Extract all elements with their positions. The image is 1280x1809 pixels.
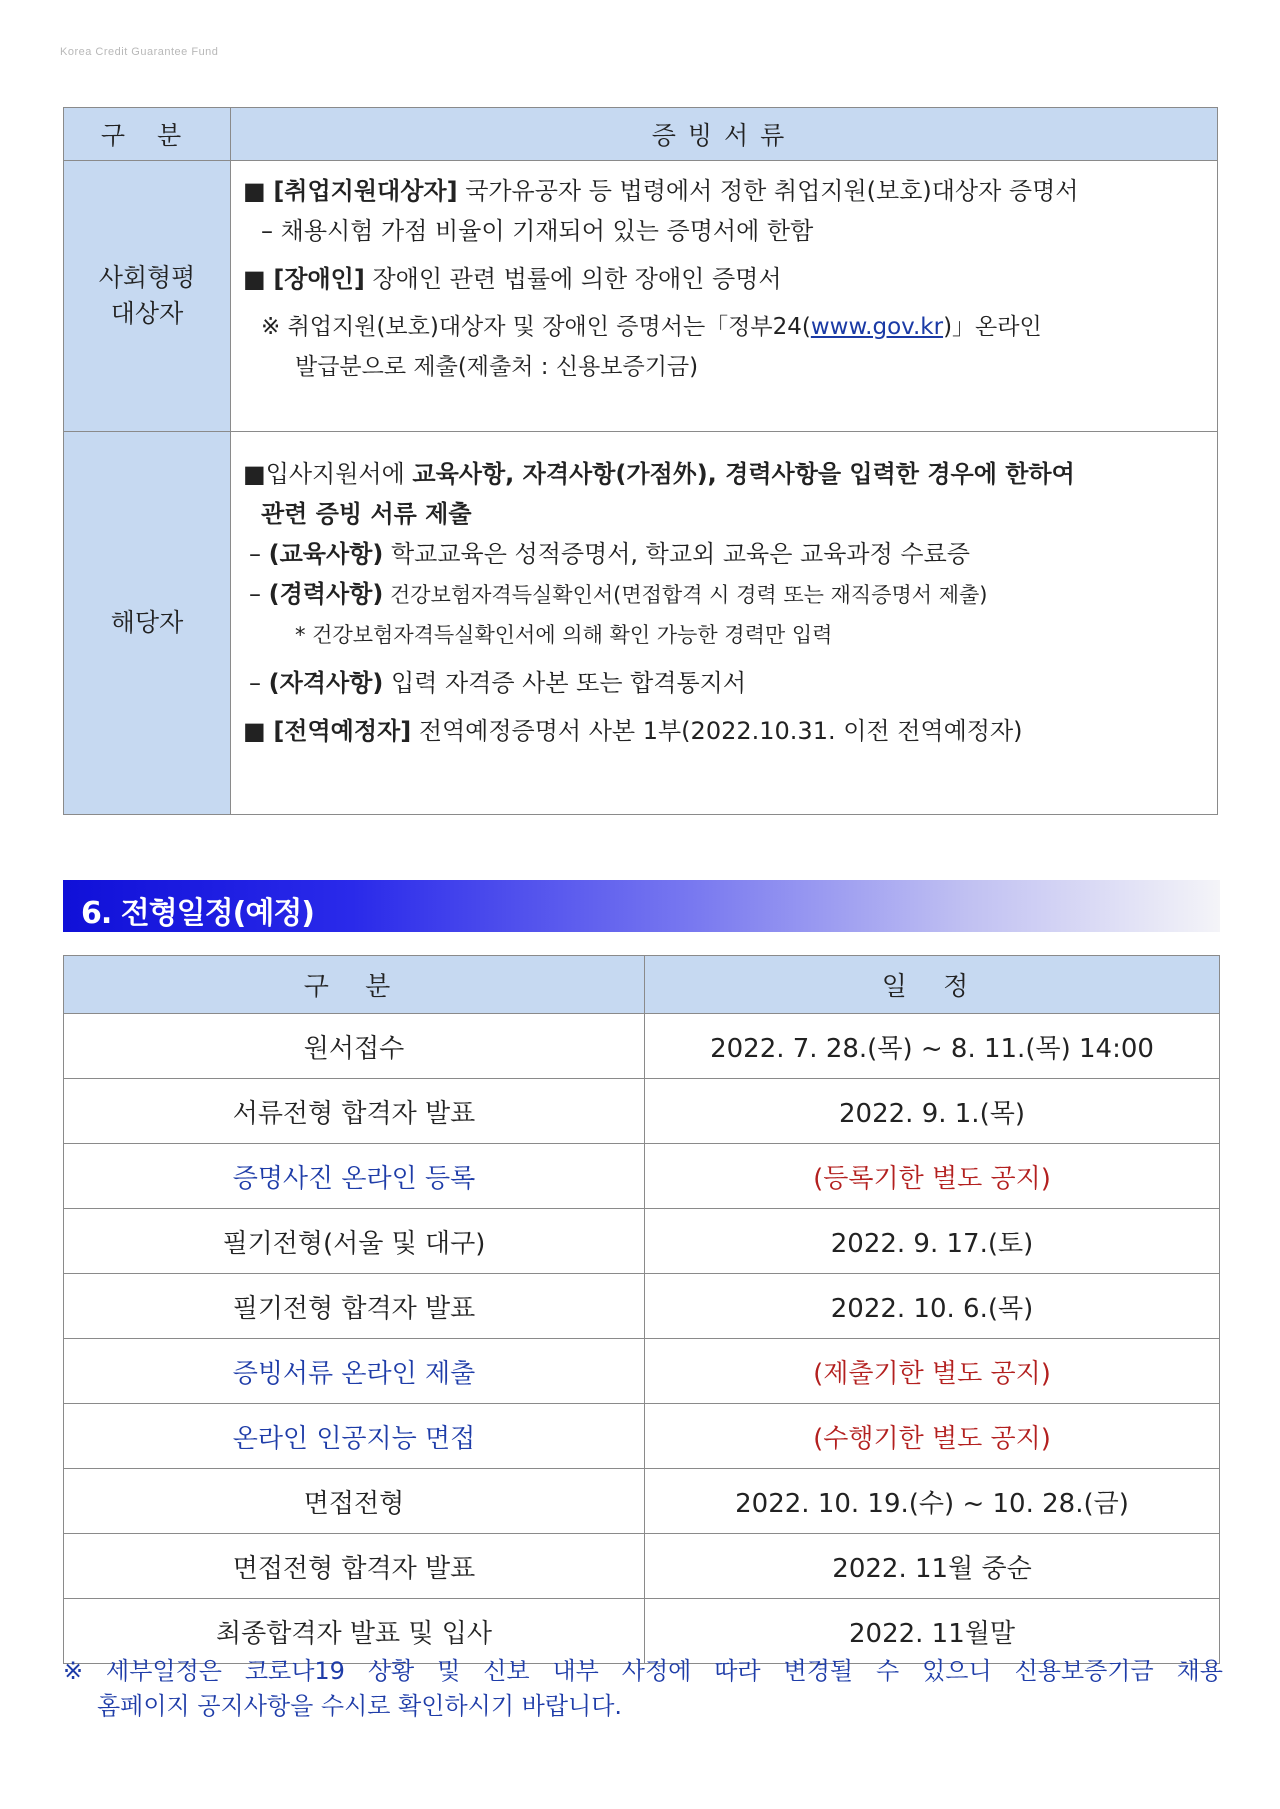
documents-row-social-equity <box>64 161 1218 432</box>
schedule-item: 증명사진 온라인 등록 <box>64 1144 645 1209</box>
doc-label: 관련 증빙 서류 제출 <box>261 500 472 528</box>
schedule-date: 2022. 10. 19.(수) ~ 10. 28.(금) <box>645 1469 1220 1534</box>
category-line: 사회형평 <box>98 263 196 292</box>
doc-label: 교육사항, 자격사항(가점外), 경력사항을 입력한 경우에 한하여 <box>412 460 1075 488</box>
schedule-footnote <box>63 1654 1223 1724</box>
schedule-row <box>64 1209 1220 1274</box>
schedule-row <box>64 1469 1220 1534</box>
doc-text: 입력 자격증 사본 또는 합격통지서 <box>383 669 747 697</box>
doc-line <box>243 534 1211 574</box>
footnote-word: 사정에 <box>621 1657 692 1685</box>
dash: – <box>249 540 261 568</box>
footnote-word: 신용보증기금 <box>1014 1657 1154 1685</box>
bullet: ■ <box>243 717 266 745</box>
schedule-header-row <box>64 956 1220 1014</box>
schedule-item: 필기전형(서울 및 대구) <box>64 1209 645 1274</box>
schedule-row <box>64 1534 1220 1599</box>
category-applicable <box>64 432 231 815</box>
category-line: 해당자 <box>110 608 184 637</box>
doc-line <box>243 259 1211 299</box>
doc-text: ※ 취업지원(보호)대상자 및 장애인 증명서는「정부24( <box>261 314 811 340</box>
schedule-row <box>64 1014 1220 1079</box>
footnote-line-1 <box>63 1654 1223 1689</box>
doc-text: 장애인 관련 법률에 의한 장애인 증명서 <box>364 265 782 293</box>
doc-line: – 채용시험 가점 비율이 기재되어 있는 증명서에 한함 <box>261 217 814 245</box>
doc-line <box>243 454 1211 494</box>
documents-col-category: 구 분 <box>64 108 231 161</box>
documents-header-row <box>64 108 1218 161</box>
doc-text: 건강보험자격득실확인서(면접합격 시 경력 또는 재직증명서 제출) <box>383 583 988 607</box>
schedule-col-category: 구 분 <box>64 956 645 1014</box>
schedule-date: 2022. 11월말 <box>645 1599 1220 1664</box>
footnote-word: 따라 <box>714 1657 761 1685</box>
schedule-date: (제출기한 별도 공지) <box>645 1339 1220 1404</box>
schedule-row <box>64 1144 1220 1209</box>
doc-label: [장애인] <box>273 265 365 293</box>
doc-text: 입사지원서에 <box>265 460 413 488</box>
footnote-word: 변경될 <box>783 1657 854 1685</box>
documents-table <box>63 107 1218 815</box>
doc-label: (경력사항) <box>268 580 384 608</box>
header-note: Korea Credit Guarantee Fund <box>60 46 219 58</box>
schedule-table <box>63 955 1220 1664</box>
schedule-row <box>64 1274 1220 1339</box>
dash: – <box>249 580 261 608</box>
schedule-row <box>64 1079 1220 1144</box>
doc-text: 전역예정증명서 사본 1부(2022.10.31. 이전 전역예정자) <box>411 717 1023 745</box>
category-line: 대상자 <box>110 299 184 328</box>
schedule-date: 2022. 9. 1.(목) <box>645 1079 1220 1144</box>
footnote-word: 코로나19 <box>244 1657 345 1685</box>
doc-text: )」온라인 <box>943 314 1042 340</box>
category-social-equity <box>64 161 231 432</box>
doc-line <box>243 494 1211 534</box>
footnote-word: 상황 <box>367 1657 415 1685</box>
footnote-line-2: 홈페이지 공지사항을 수시로 확인하시기 바랍니다. <box>97 1692 623 1720</box>
doc-text: 국가유공자 등 법령에서 정한 취업지원(보호)대상자 증명서 <box>457 177 1079 205</box>
bullet: ■ <box>243 265 266 293</box>
footnote-word: 세부일정은 <box>106 1657 222 1685</box>
doc-label: (자격사항) <box>268 669 384 697</box>
section-banner <box>63 880 1220 932</box>
doc-line <box>243 307 1211 347</box>
doc-line <box>243 574 1211 615</box>
dash: – <box>249 669 261 697</box>
documents-col-docs: 증빙서류 <box>231 108 1218 161</box>
schedule-item: 원서접수 <box>64 1014 645 1079</box>
doc-text: 학교교육은 성적증명서, 학교외 교육은 교육과정 수료증 <box>383 540 970 568</box>
schedule-item: 면접전형 합격자 발표 <box>64 1534 645 1599</box>
schedule-date: 2022. 7. 28.(목) ~ 8. 11.(목) 14:00 <box>645 1014 1220 1079</box>
footnote-word: 수 <box>876 1657 900 1685</box>
doc-line <box>243 663 1211 703</box>
schedule-item: 증빙서류 온라인 제출 <box>64 1339 645 1404</box>
doc-label: [전역예정자] <box>273 717 412 745</box>
documents-row-applicable <box>64 432 1218 815</box>
footnote-word: ※ <box>63 1657 84 1685</box>
bullet: ■ <box>243 177 266 205</box>
schedule-date: (등록기한 별도 공지) <box>645 1144 1220 1209</box>
schedule-date: 2022. 9. 17.(토) <box>645 1209 1220 1274</box>
doc-line: 발급분으로 제출(제출처 : 신용보증기금) <box>295 354 699 380</box>
schedule-col-date: 일 정 <box>645 956 1220 1014</box>
footnote-word: 및 <box>437 1657 461 1685</box>
footnote-word: 있으니 <box>922 1657 992 1685</box>
doc-label: (교육사항) <box>268 540 384 568</box>
footnote-word: 신보 <box>483 1657 530 1685</box>
schedule-row <box>64 1404 1220 1469</box>
schedule-item: 서류전형 합격자 발표 <box>64 1079 645 1144</box>
gov24-link[interactable]: www.gov.kr <box>810 314 944 340</box>
schedule-item: 면접전형 <box>64 1469 645 1534</box>
bullet: ■ <box>243 460 266 488</box>
doc-line <box>243 711 1211 751</box>
docs-applicable <box>231 432 1218 815</box>
doc-line <box>243 171 1211 211</box>
footnote-word: 내부 <box>552 1657 599 1685</box>
doc-label: [취업지원대상자] <box>273 177 458 205</box>
schedule-row <box>64 1339 1220 1404</box>
schedule-date: 2022. 10. 6.(목) <box>645 1274 1220 1339</box>
schedule-date: 2022. 11월 중순 <box>645 1534 1220 1599</box>
schedule-item: 필기전형 합격자 발표 <box>64 1274 645 1339</box>
doc-line: * 건강보험자격득실확인서에 의해 확인 가능한 경력만 입력 <box>295 623 833 647</box>
footnote-word: 채용 <box>1176 1657 1223 1685</box>
schedule-date: (수행기한 별도 공지) <box>645 1404 1220 1469</box>
section-title: 6. 전형일정(예정) <box>81 896 315 931</box>
schedule-item: 최종합격자 발표 및 입사 <box>64 1599 645 1664</box>
docs-social-equity <box>231 161 1218 432</box>
schedule-item: 온라인 인공지능 면접 <box>64 1404 645 1469</box>
